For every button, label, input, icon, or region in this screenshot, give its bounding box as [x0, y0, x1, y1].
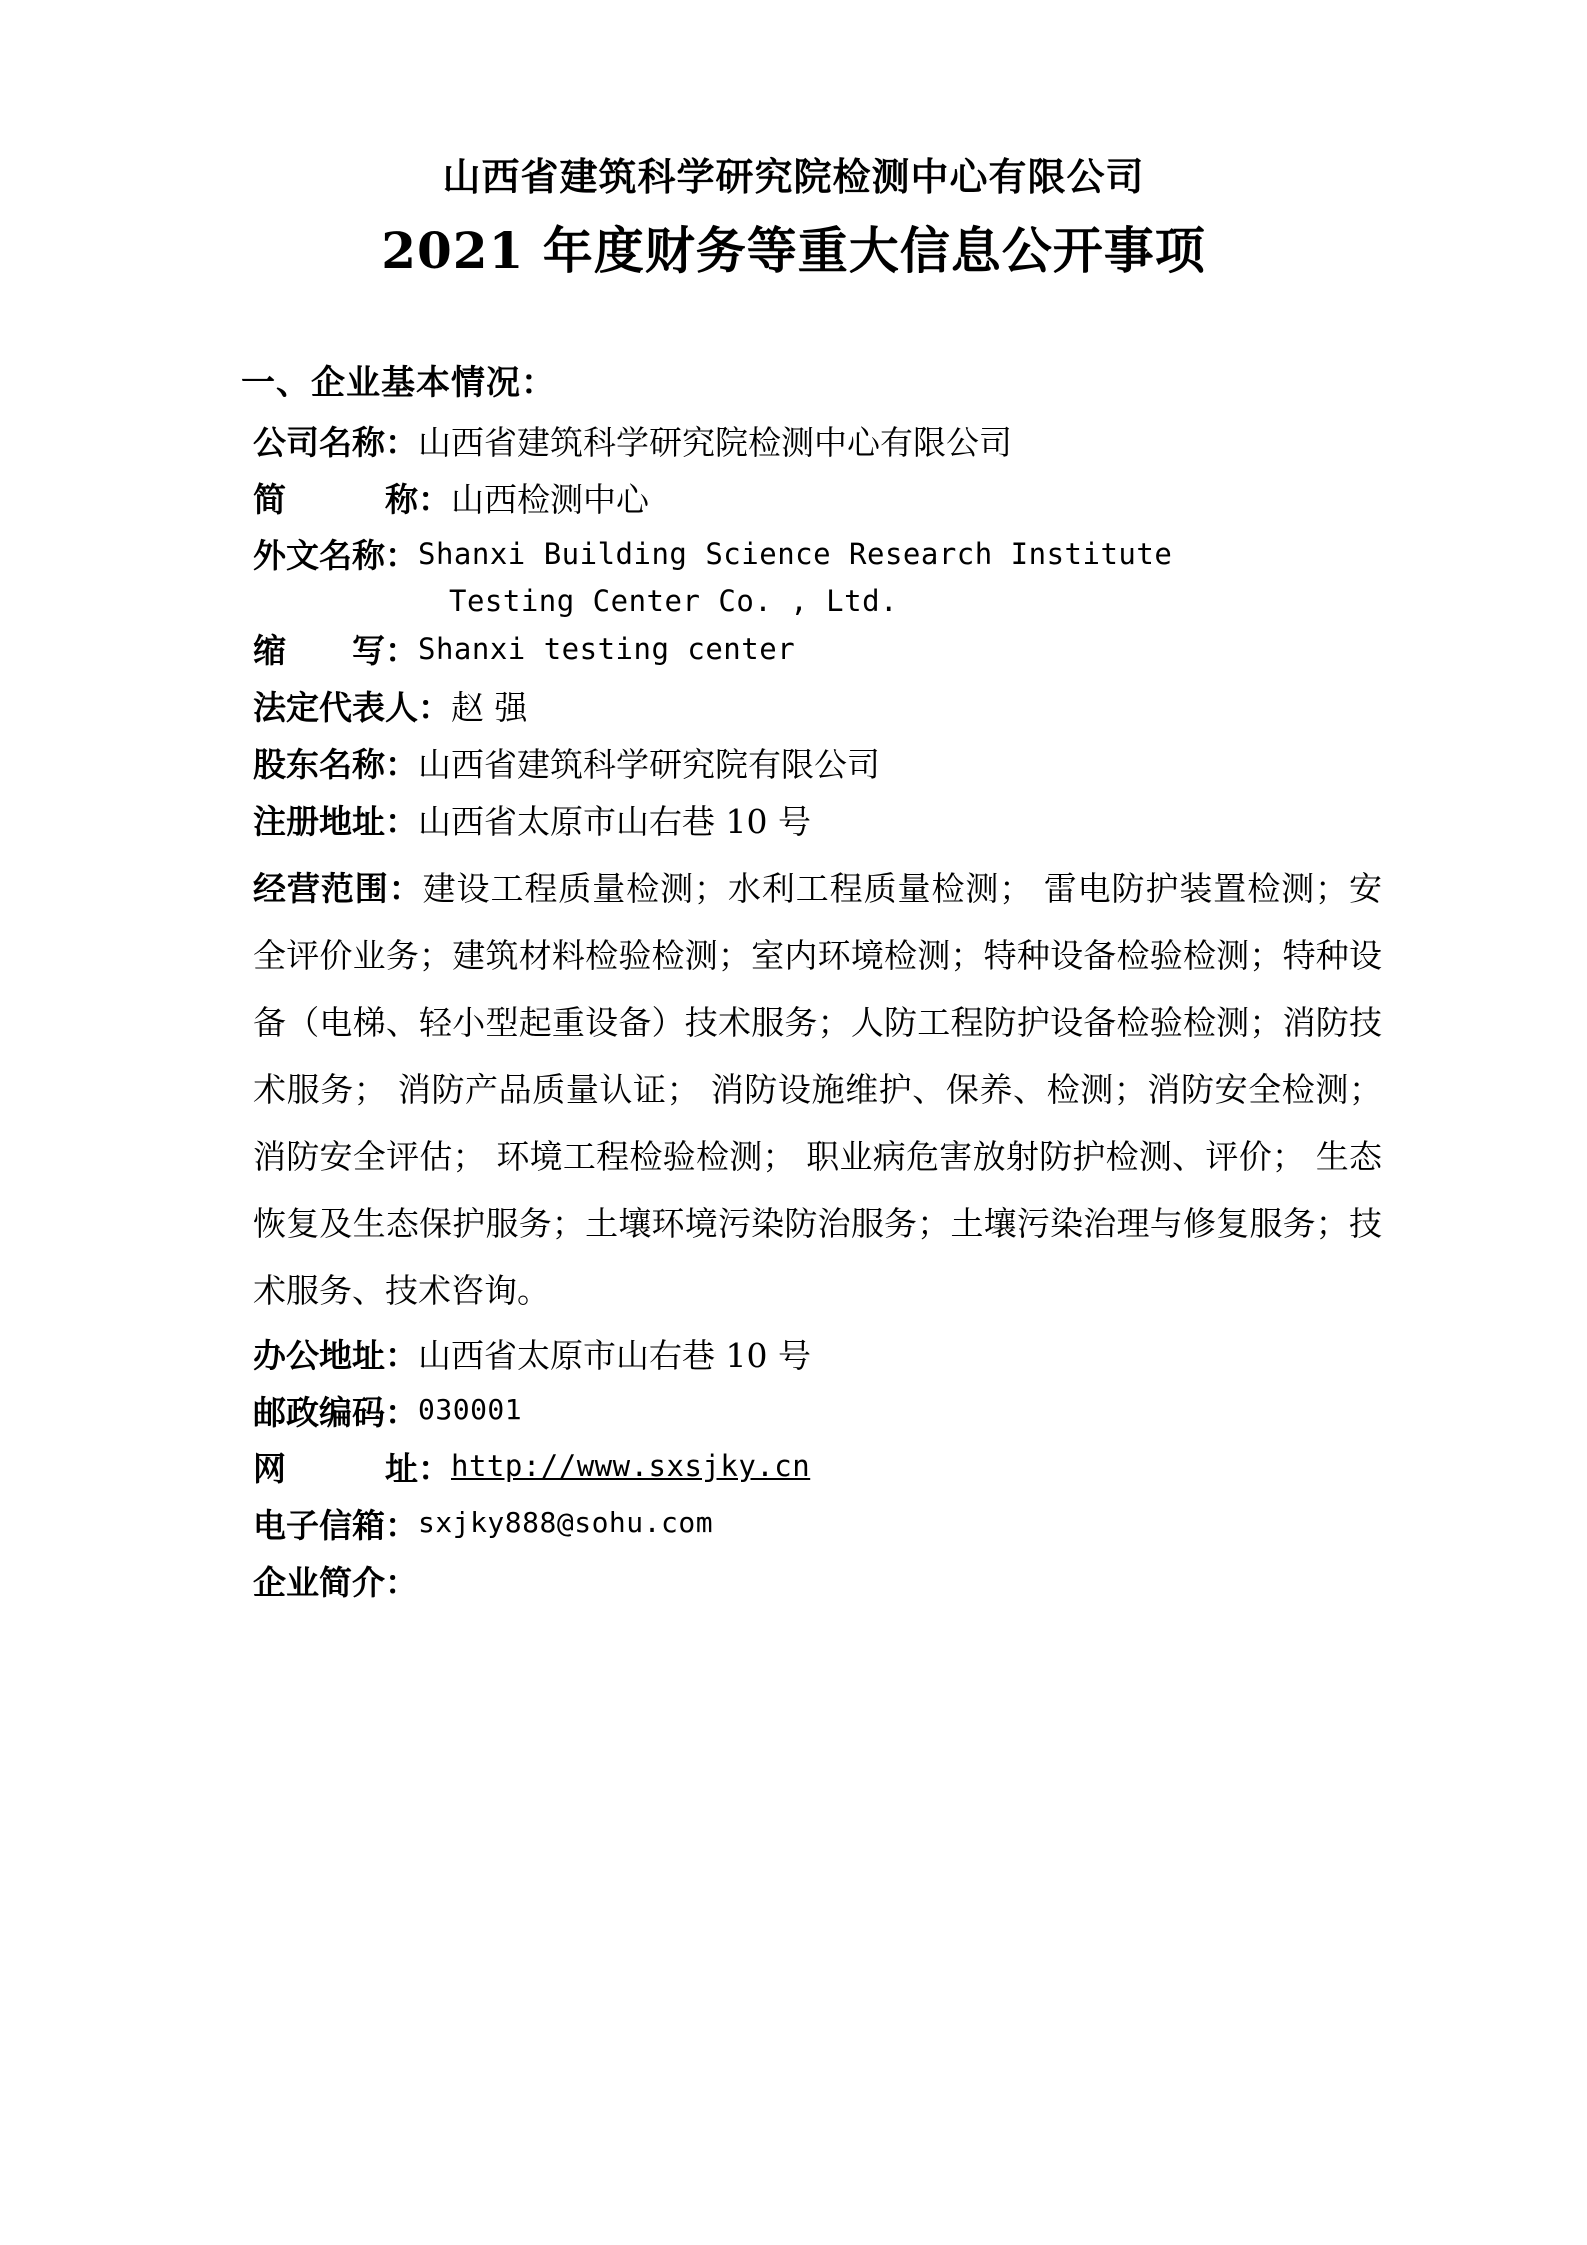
field-label-foreign-name: 外文名称： — [253, 536, 418, 576]
field-value-short-name: 山西检测中心 — [451, 479, 649, 519]
field-label-email: 电子信箱： — [253, 1506, 418, 1546]
field-value-postal-code: 030001 — [418, 1392, 523, 1426]
field-company-name — [205, 420, 1382, 467]
section-heading-basic-info: 一、企业基本情况： — [241, 362, 556, 403]
field-value-abbreviation: Shanxi testing center — [418, 632, 796, 667]
field-legal-representative — [205, 685, 1382, 732]
field-company-profile — [205, 1560, 1382, 1607]
field-label-postal-code: 邮政编码： — [253, 1392, 418, 1432]
field-postal-code — [205, 1390, 1382, 1437]
field-value-email: sxjky888@sohu.com — [418, 1506, 714, 1540]
field-label-website: 网 址： — [253, 1449, 451, 1489]
field-label-company-profile: 企业简介： — [253, 1563, 418, 1603]
field-value-foreign-name-line2: Testing Center Co. , Ltd. — [449, 584, 898, 619]
document-title-line2: 2021 年度财务等重大信息公开事项 — [381, 221, 1206, 281]
field-label-short-name: 简 称： — [253, 479, 451, 519]
field-shareholder — [205, 742, 1382, 789]
field-value-registered-address: 山西省太原市山右巷 10 号 — [418, 801, 811, 841]
field-office-address — [205, 1333, 1382, 1380]
field-website — [205, 1446, 1382, 1493]
field-value-company-name: 山西省建筑科学研究院检测中心有限公司 — [418, 422, 1012, 462]
field-abbreviation — [205, 628, 1382, 675]
field-value-office-address: 山西省太原市山右巷 10 号 — [418, 1335, 811, 1375]
field-business-scope — [205, 856, 1382, 1325]
field-label-abbreviation: 缩 写： — [253, 631, 418, 671]
field-email — [205, 1503, 1382, 1550]
field-label-legal-representative: 法定代表人： — [253, 688, 451, 728]
field-registered-address — [205, 799, 1382, 846]
field-value-legal-representative: 赵 强 — [451, 688, 528, 728]
field-short-name — [205, 477, 1382, 524]
field-label-shareholder: 股东名称： — [253, 744, 418, 784]
website-link[interactable]: http://www.sxsjky.cn — [451, 1449, 811, 1484]
document-title-line1: 山西省建筑科学研究院检测中心有限公司 — [442, 154, 1145, 199]
field-label-business-scope: 经营范围： — [253, 868, 423, 908]
field-label-registered-address: 注册地址： — [253, 801, 418, 841]
field-foreign-name — [205, 533, 1382, 580]
field-label-office-address: 办公地址： — [253, 1335, 418, 1375]
field-value-business-scope: 建设工程质量检测；水利工程质量检测； 雷电防护装置检测；安全评价业务；建筑材料检验检测；室内环境检测；特种设备检验检测；特种设备（电梯、轻小型起重设备）技术服务；人防工程防护设备检验检测；消防技术服务； 消防产品质量认证； 消防设施维护、保养、检测；消防安全检测；消防安全评估； 环境工程检验检测； 职业病危害放射防护检测、评价； 生态恢复及生态保护服务；土壤环境污染防治服务；土壤污染治理与修复服务；技术服务、技术咨询。 — [253, 868, 1382, 1310]
field-label-company-name: 公司名称： — [253, 422, 418, 462]
field-value-foreign-name-line1: Shanxi Building Science Research Institute — [418, 537, 1173, 572]
field-value-shareholder: 山西省建筑科学研究院有限公司 — [418, 744, 880, 784]
